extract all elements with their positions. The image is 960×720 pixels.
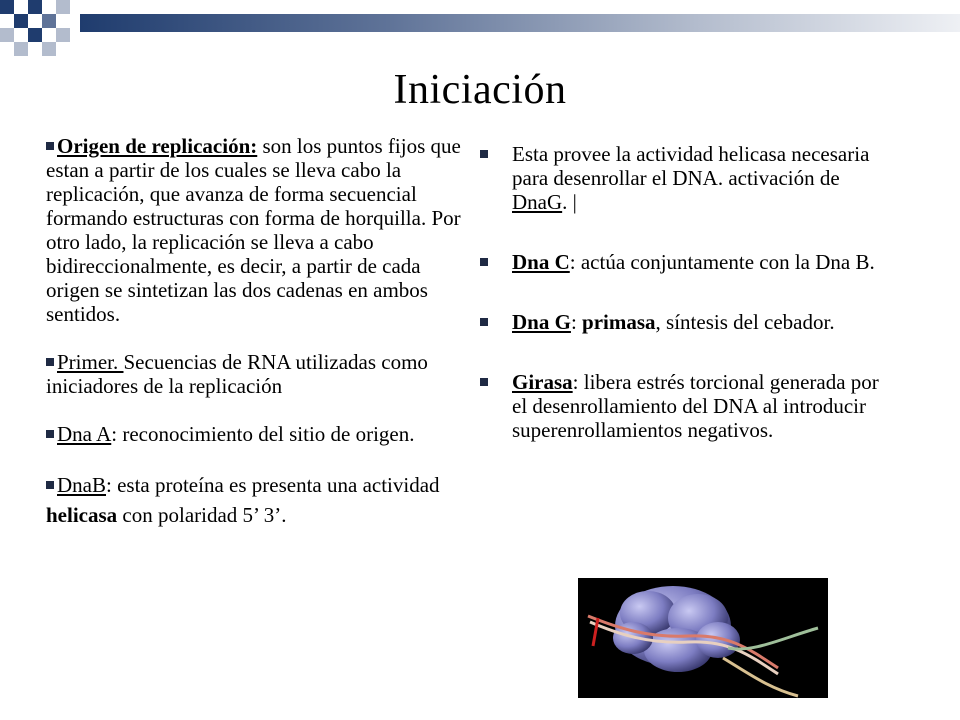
definition: . |: [562, 190, 577, 214]
protein-surface: [613, 586, 740, 672]
definition: Secuencias de RNA utilizadas como iniciadores de la replicación: [46, 350, 428, 398]
bullet-icon: [46, 430, 54, 438]
right-item-dna-g: [480, 310, 880, 334]
corner-square: [42, 14, 56, 28]
protein-dna-complex-icon: [578, 578, 828, 698]
bullet-icon: [480, 150, 488, 158]
emphasis: helicasa: [46, 503, 118, 527]
bullet-icon: [480, 258, 488, 266]
corner-square: [56, 28, 70, 42]
term: DnaB: [57, 473, 106, 497]
bullet-icon: [46, 358, 54, 366]
corner-square: [28, 28, 42, 42]
definition: :: [570, 310, 583, 334]
corner-square: [28, 0, 42, 14]
corner-square: [14, 42, 28, 56]
term: Dna C: [512, 250, 570, 274]
definition: : reconocimiento del sitio de origen.: [111, 422, 415, 446]
bullet-icon: [46, 142, 54, 150]
corner-square: [56, 0, 70, 14]
definition: , síntesis del cebador.: [655, 310, 835, 334]
corner-square: [14, 14, 28, 28]
title-bar-gradient: [80, 14, 960, 32]
slide-title: Iniciación: [393, 67, 567, 113]
corner-square: [14, 0, 28, 14]
definition: Esta provee la actividad helicasa necesaria para desenrollar el DNA. activación de: [512, 142, 870, 190]
term: Dna G: [512, 310, 571, 334]
definition: son los puntos fijos que estan a partir de los cuales se lleva cabo la replicación, que avanza de forma secuencial formando estructuras con forma de horquilla. Por otro lado, la replicación se lleva a cabo bidireccionalmente, es decir, a partir de cada origen se sintetizan las dos cadenas en ambos sentidos.: [46, 134, 461, 326]
bullet-icon: [480, 318, 488, 326]
bullet-icon: [480, 378, 488, 386]
term: Girasa: [512, 370, 573, 394]
bullet-icon: [46, 481, 54, 489]
term: Origen de replicación:: [57, 134, 258, 158]
left-column: [46, 134, 466, 554]
left-item-dna-a: [46, 422, 466, 446]
right-column: [480, 142, 880, 478]
definition: : esta proteína es presenta una actividad: [106, 473, 440, 497]
definition: con polaridad 5’ 3’.: [117, 503, 287, 527]
corner-square: [0, 0, 14, 14]
corner-square: [42, 42, 56, 56]
term: Dna A: [57, 422, 112, 446]
definition: : libera estrés torcional generada por el desenrollamiento del DNA al introducir superenrollamientos negativos.: [512, 370, 879, 442]
emphasis: primasa: [582, 310, 656, 334]
right-item-dna-c: [480, 250, 880, 274]
definition: : actúa conjuntamente con la Dna B.: [569, 250, 875, 274]
term: Primer.: [57, 350, 124, 374]
left-item-origen: [46, 134, 466, 326]
protein-dna-complex-image: [578, 578, 828, 698]
term: DnaG: [512, 190, 563, 214]
left-item-dnab: [46, 470, 466, 530]
corner-square: [0, 28, 14, 42]
right-item-helicasa: [480, 142, 880, 214]
left-item-primer: [46, 350, 466, 398]
right-item-girasa: [480, 370, 880, 442]
